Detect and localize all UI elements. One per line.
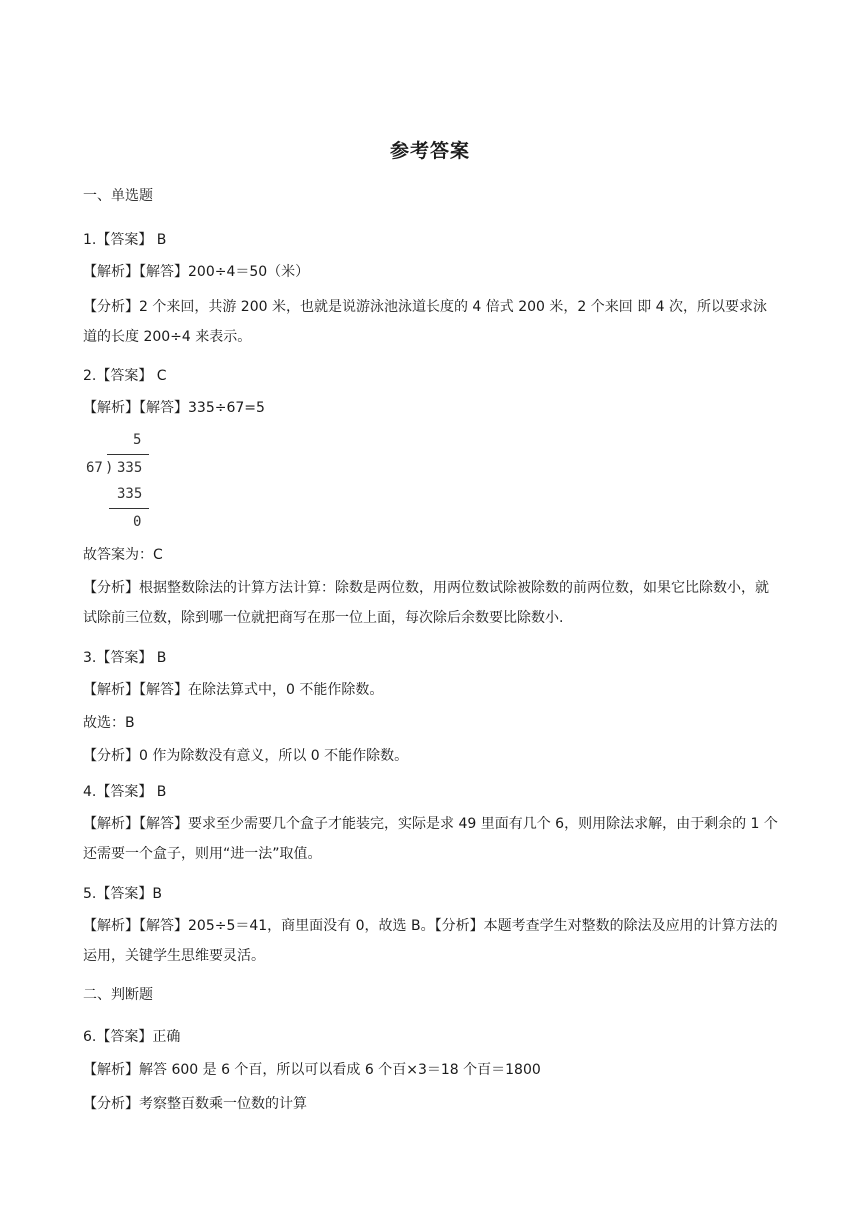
q6-answer: 6.【答案】正确 <box>83 1029 181 1045</box>
long-division-figure <box>83 428 173 534</box>
division-remainder: 0 <box>133 514 142 530</box>
q1-answer: 1.【答案】 B <box>83 232 167 248</box>
q3-answer: 3.【答案】 B <box>83 650 167 666</box>
division-quotient: 5 <box>133 432 142 448</box>
page-title: 参考答案 <box>389 140 470 162</box>
q4-explanation: 【解析】【解答】要求至少需要几个盒子才能装完，实际是求 49 里面有几个 6，则用除法求解，由于剩余的 1 个还需要一个盒子，则用“进一法”取值。 <box>83 816 778 862</box>
q3-explanation: 【解析】【解答】在除法算式中，0 不能作除数。 <box>83 682 384 698</box>
q2-conclusion: 故答案为：C <box>83 547 163 563</box>
q2-analysis: 【分析】根据整数除法的计算方法计算：除数是两位数，用两位数试除被除数的前两位数，如果它比除数小，就试除前三位数，除到哪一位就把商写在那一位上面，每次除后余数要比除数小. <box>83 580 769 626</box>
q6-explanation: 【解析】解答 600 是 6 个百，所以可以看成 6 个百×3＝18 个百＝1800 <box>83 1062 541 1078</box>
division-product: 335 <box>117 486 143 502</box>
q3-analysis: 【分析】0 作为除数没有意义，所以 0 不能作除数。 <box>83 748 409 764</box>
q6-analysis: 【分析】考察整百数乘一位数的计算 <box>83 1096 307 1112</box>
division-dividend: 335 <box>117 460 143 476</box>
division-bracket: ) <box>105 460 114 476</box>
q3-conclusion: 故选：B <box>83 715 135 731</box>
division-bar <box>107 454 149 455</box>
q2-explanation: 【解析】【解答】335÷67=5 <box>83 400 265 416</box>
q2-answer: 2.【答案】 C <box>83 368 167 384</box>
q5-answer: 5.【答案】B <box>83 886 162 902</box>
q4-answer: 4.【答案】 B <box>83 784 167 800</box>
division-subtract-line <box>109 508 149 509</box>
q1-explanation: 【解析】【解答】200÷4＝50（米） <box>83 264 310 280</box>
section-heading-true-false: 二、判断题 <box>83 987 153 1003</box>
division-divisor: 67 <box>86 460 103 476</box>
section-heading-single-choice: 一、单选题 <box>83 188 153 204</box>
q1-analysis: 【分析】2 个来回，共游 200 米，也就是说游泳池泳道长度的 4 倍式 200 米，2 个来回 即 4 次，所以要求泳道的长度 200÷4 来表示。 <box>83 299 768 345</box>
q5-explanation: 【解析】【解答】205÷5＝41，商里面没有 0，故选 B。【分析】本题考查学生对整数的除法及应用的计算方法的运用，关键学生思维要灵活。 <box>83 918 778 964</box>
